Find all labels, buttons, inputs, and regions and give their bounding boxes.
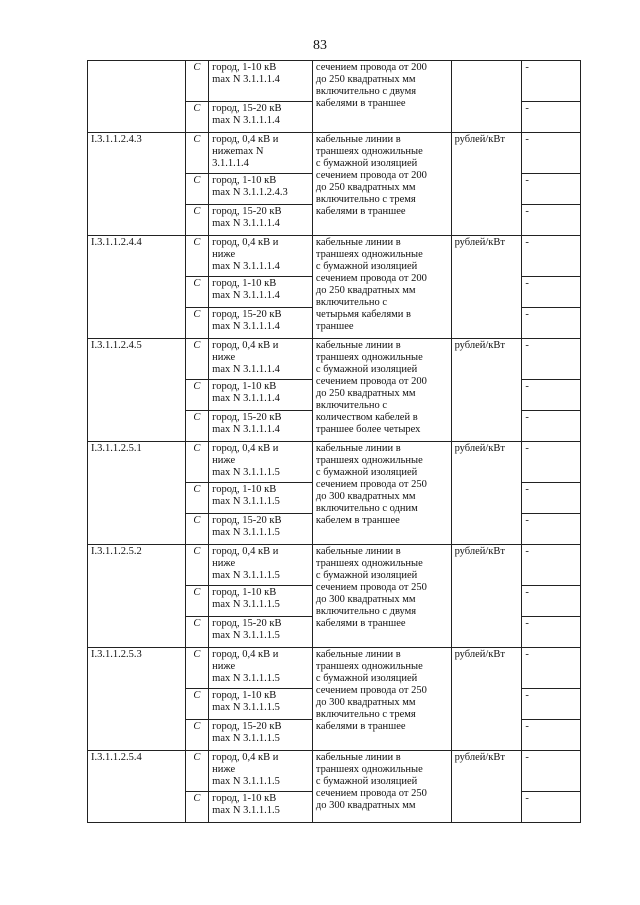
territory-voltage-cell: [209, 411, 313, 442]
territory-voltage-text: нижеmax N: [212, 146, 264, 157]
territory-voltage-text: город, 15-20 кВ: [212, 721, 282, 732]
description-text: до 300 квадратных мм: [315, 491, 416, 502]
table-row: [88, 133, 581, 174]
description-text: кабелями в траншее: [315, 721, 406, 732]
table-row: [88, 442, 581, 483]
description-text: сечением провода от 200: [315, 170, 427, 181]
territory-voltage-text: max N 3.1.1.1.5: [212, 496, 280, 507]
value-cell: -: [522, 514, 581, 545]
description-text: траншеях одножильные: [315, 352, 423, 363]
territory-voltage-text: max N 3.1.1.2.4.3: [212, 187, 288, 198]
table-row: [88, 61, 581, 102]
category-cell: C: [185, 205, 209, 236]
territory-voltage-text: max N 3.1.1.1.5: [212, 702, 280, 713]
description-text: траншеях одножильные: [315, 764, 423, 775]
category-cell: C: [185, 277, 209, 308]
unit-cell: рублей/кВт: [451, 236, 522, 339]
value-cell: -: [522, 483, 581, 514]
description-text: кабельные линии в: [315, 340, 401, 351]
value-cell: -: [522, 411, 581, 442]
territory-voltage-text: max N 3.1.1.1.5: [212, 776, 280, 787]
territory-voltage-cell: [209, 133, 313, 174]
territory-voltage-text: max N 3.1.1.1.4: [212, 321, 280, 332]
description-cell: [312, 648, 451, 751]
unit-cell: рублей/кВт: [451, 545, 522, 648]
description-text: количеством кабелей в: [315, 412, 418, 423]
description-text: с бумажной изоляцией: [315, 467, 418, 478]
category-cell: C: [185, 586, 209, 617]
description-text: сечением провода от 250: [315, 479, 427, 490]
value-cell: -: [522, 380, 581, 411]
item-code-cell: I.3.1.1.2.5.1: [88, 442, 186, 545]
territory-voltage-cell: [209, 617, 313, 648]
item-code-cell: I.3.1.1.2.4.4: [88, 236, 186, 339]
table-row: [88, 648, 581, 689]
description-text: кабелями в траншее: [315, 618, 406, 629]
territory-voltage-text: max N 3.1.1.1.4: [212, 364, 280, 375]
territory-voltage-cell: [209, 339, 313, 380]
category-cell: C: [185, 339, 209, 380]
description-cell: [312, 133, 451, 236]
value-cell: -: [522, 308, 581, 339]
description-text: сечением провода от 200: [315, 273, 427, 284]
unit-cell: [451, 61, 522, 133]
description-text: до 300 квадратных мм: [315, 800, 416, 811]
value-cell: -: [522, 751, 581, 792]
category-cell: C: [185, 514, 209, 545]
description-text: траншеях одножильные: [315, 455, 423, 466]
description-text: траншеях одножильные: [315, 146, 423, 157]
table-row: [88, 751, 581, 792]
description-text: с бумажной изоляцией: [315, 261, 418, 272]
category-cell: C: [185, 648, 209, 689]
territory-voltage-text: город, 1-10 кВ: [212, 690, 277, 701]
unit-cell: рублей/кВт: [451, 133, 522, 236]
item-code-cell: [88, 61, 186, 133]
territory-voltage-text: max N 3.1.1.1.5: [212, 630, 280, 641]
description-text: с бумажной изоляцией: [315, 570, 418, 581]
category-cell: C: [185, 442, 209, 483]
item-code-cell: I.3.1.1.2.4.5: [88, 339, 186, 442]
category-cell: C: [185, 545, 209, 586]
territory-voltage-text: max N 3.1.1.1.4: [212, 424, 280, 435]
territory-voltage-text: ниже: [212, 661, 236, 672]
territory-voltage-cell: [209, 174, 313, 205]
territory-voltage-text: город, 1-10 кВ: [212, 62, 277, 73]
table-body: [88, 61, 581, 823]
category-cell: C: [185, 411, 209, 442]
description-text: до 250 квадратных мм: [315, 285, 416, 296]
value-cell: -: [522, 174, 581, 205]
territory-voltage-cell: [209, 483, 313, 514]
territory-voltage-text: город, 0,4 кВ и: [212, 134, 279, 145]
category-cell: C: [185, 792, 209, 823]
item-code-cell: I.3.1.1.2.5.2: [88, 545, 186, 648]
value-cell: -: [522, 617, 581, 648]
category-cell: C: [185, 751, 209, 792]
item-code-cell: I.3.1.1.2.4.3: [88, 133, 186, 236]
description-cell: [312, 751, 451, 823]
territory-voltage-text: max N 3.1.1.1.4: [212, 393, 280, 404]
description-text: включительно с: [315, 297, 387, 308]
tariff-table: [87, 60, 581, 823]
unit-cell: рублей/кВт: [451, 339, 522, 442]
territory-voltage-text: max N 3.1.1.1.5: [212, 527, 280, 538]
territory-voltage-cell: [209, 648, 313, 689]
description-text: до 300 квадратных мм: [315, 594, 416, 605]
territory-voltage-text: max N 3.1.1.1.5: [212, 673, 280, 684]
territory-voltage-text: город, 0,4 кВ и: [212, 340, 279, 351]
description-text: до 300 квадратных мм: [315, 697, 416, 708]
description-text: траншее: [315, 321, 354, 332]
territory-voltage-text: город, 1-10 кВ: [212, 484, 277, 495]
item-code-cell: I.3.1.1.2.5.4: [88, 751, 186, 823]
territory-voltage-text: город, 15-20 кВ: [212, 103, 282, 114]
territory-voltage-cell: [209, 236, 313, 277]
value-cell: -: [522, 205, 581, 236]
description-text: траншее более четырех: [315, 424, 421, 435]
territory-voltage-text: ниже: [212, 764, 236, 775]
description-cell: [312, 442, 451, 545]
territory-voltage-text: город, 1-10 кВ: [212, 587, 277, 598]
value-cell: -: [522, 648, 581, 689]
territory-voltage-cell: [209, 102, 313, 133]
territory-voltage-text: город, 0,4 кВ и: [212, 752, 279, 763]
description-text: с бумажной изоляцией: [315, 158, 418, 169]
territory-voltage-text: город, 0,4 кВ и: [212, 237, 279, 248]
unit-cell: рублей/кВт: [451, 751, 522, 823]
territory-voltage-text: ниже: [212, 455, 236, 466]
territory-voltage-text: ниже: [212, 249, 236, 260]
value-cell: -: [522, 277, 581, 308]
territory-voltage-cell: [209, 308, 313, 339]
description-text: сечением провода от 200: [315, 376, 427, 387]
territory-voltage-cell: [209, 689, 313, 720]
description-text: сечением провода от 250: [315, 788, 427, 799]
territory-voltage-cell: [209, 442, 313, 483]
description-text: с бумажной изоляцией: [315, 673, 418, 684]
description-text: до 250 квадратных мм: [315, 182, 416, 193]
value-cell: -: [522, 133, 581, 174]
value-cell: -: [522, 689, 581, 720]
description-text: сечением провода от 200: [315, 62, 427, 73]
territory-voltage-cell: [209, 545, 313, 586]
category-cell: C: [185, 102, 209, 133]
territory-voltage-cell: [209, 586, 313, 617]
description-text: кабелем в траншее: [315, 515, 400, 526]
category-cell: C: [185, 133, 209, 174]
territory-voltage-text: max N 3.1.1.1.4: [212, 74, 280, 85]
page-number: 83: [313, 38, 327, 53]
territory-voltage-text: город, 1-10 кВ: [212, 381, 277, 392]
description-text: включительно с тремя: [315, 709, 416, 720]
category-cell: C: [185, 617, 209, 648]
value-cell: -: [522, 720, 581, 751]
territory-voltage-text: город, 15-20 кВ: [212, 309, 282, 320]
description-text: включительно с двумя: [315, 606, 417, 617]
description-text: траншеях одножильные: [315, 249, 423, 260]
territory-voltage-cell: [209, 61, 313, 102]
territory-voltage-text: max N 3.1.1.1.5: [212, 467, 280, 478]
territory-voltage-text: город, 0,4 кВ и: [212, 546, 279, 557]
territory-voltage-text: max N 3.1.1.1.5: [212, 805, 280, 816]
territory-voltage-text: город, 1-10 кВ: [212, 175, 277, 186]
description-text: кабельные линии в: [315, 443, 401, 454]
description-text: четырьмя кабелями в: [315, 309, 412, 320]
territory-voltage-text: max N 3.1.1.1.5: [212, 599, 280, 610]
category-cell: C: [185, 174, 209, 205]
territory-voltage-text: max N 3.1.1.1.4: [212, 115, 280, 126]
table-row: [88, 236, 581, 277]
value-cell: -: [522, 442, 581, 483]
value-cell: -: [522, 545, 581, 586]
territory-voltage-text: город, 15-20 кВ: [212, 618, 282, 629]
territory-voltage-text: город, 0,4 кВ и: [212, 443, 279, 454]
category-cell: C: [185, 483, 209, 514]
description-cell: [312, 61, 451, 133]
territory-voltage-cell: [209, 205, 313, 236]
unit-cell: рублей/кВт: [451, 648, 522, 751]
territory-voltage-cell: [209, 751, 313, 792]
territory-voltage-text: max N 3.1.1.1.4: [212, 290, 280, 301]
value-cell: -: [522, 236, 581, 277]
description-text: кабелями в траншее: [315, 98, 406, 109]
unit-cell: рублей/кВт: [451, 442, 522, 545]
value-cell: -: [522, 586, 581, 617]
description-text: траншеях одножильные: [315, 661, 423, 672]
description-text: кабелями в траншее: [315, 206, 406, 217]
description-text: кабельные линии в: [315, 237, 401, 248]
description-text: кабельные линии в: [315, 752, 401, 763]
territory-voltage-cell: [209, 380, 313, 411]
value-cell: -: [522, 102, 581, 133]
item-code-cell: I.3.1.1.2.5.3: [88, 648, 186, 751]
description-text: включительно с: [315, 400, 387, 411]
category-cell: C: [185, 236, 209, 277]
territory-voltage-cell: [209, 792, 313, 823]
description-text: кабельные линии в: [315, 134, 401, 145]
description-text: сечением провода от 250: [315, 582, 427, 593]
description-text: сечением провода от 250: [315, 685, 427, 696]
category-cell: C: [185, 380, 209, 411]
territory-voltage-text: ниже: [212, 558, 236, 569]
description-text: включительно с двумя: [315, 86, 417, 97]
territory-voltage-text: 3.1.1.1.4: [212, 158, 249, 169]
territory-voltage-text: ниже: [212, 352, 236, 363]
territory-voltage-cell: [209, 720, 313, 751]
description-cell: [312, 236, 451, 339]
territory-voltage-text: город, 1-10 кВ: [212, 278, 277, 289]
description-text: включительно с тремя: [315, 194, 416, 205]
category-cell: C: [185, 61, 209, 102]
description-text: до 250 квадратных мм: [315, 74, 416, 85]
description-text: кабельные линии в: [315, 546, 401, 557]
category-cell: C: [185, 720, 209, 751]
description-cell: [312, 339, 451, 442]
territory-voltage-text: город, 15-20 кВ: [212, 206, 282, 217]
territory-voltage-text: max N 3.1.1.1.4: [212, 218, 280, 229]
territory-voltage-cell: [209, 514, 313, 545]
description-text: до 250 квадратных мм: [315, 388, 416, 399]
category-cell: C: [185, 308, 209, 339]
territory-voltage-text: max N 3.1.1.1.5: [212, 570, 280, 581]
territory-voltage-cell: [209, 277, 313, 308]
description-text: с бумажной изоляцией: [315, 364, 418, 375]
territory-voltage-text: город, 0,4 кВ и: [212, 649, 279, 660]
territory-voltage-text: max N 3.1.1.1.5: [212, 733, 280, 744]
description-cell: [312, 545, 451, 648]
description-text: включительно с одним: [315, 503, 418, 514]
value-cell: -: [522, 61, 581, 102]
value-cell: -: [522, 339, 581, 380]
table-row: [88, 545, 581, 586]
category-cell: C: [185, 689, 209, 720]
territory-voltage-text: max N 3.1.1.1.4: [212, 261, 280, 272]
value-cell: -: [522, 792, 581, 823]
territory-voltage-text: город, 15-20 кВ: [212, 515, 282, 526]
description-text: с бумажной изоляцией: [315, 776, 418, 787]
description-text: кабельные линии в: [315, 649, 401, 660]
territory-voltage-text: город, 15-20 кВ: [212, 412, 282, 423]
territory-voltage-text: город, 1-10 кВ: [212, 793, 277, 804]
table-row: [88, 339, 581, 380]
description-text: траншеях одножильные: [315, 558, 423, 569]
